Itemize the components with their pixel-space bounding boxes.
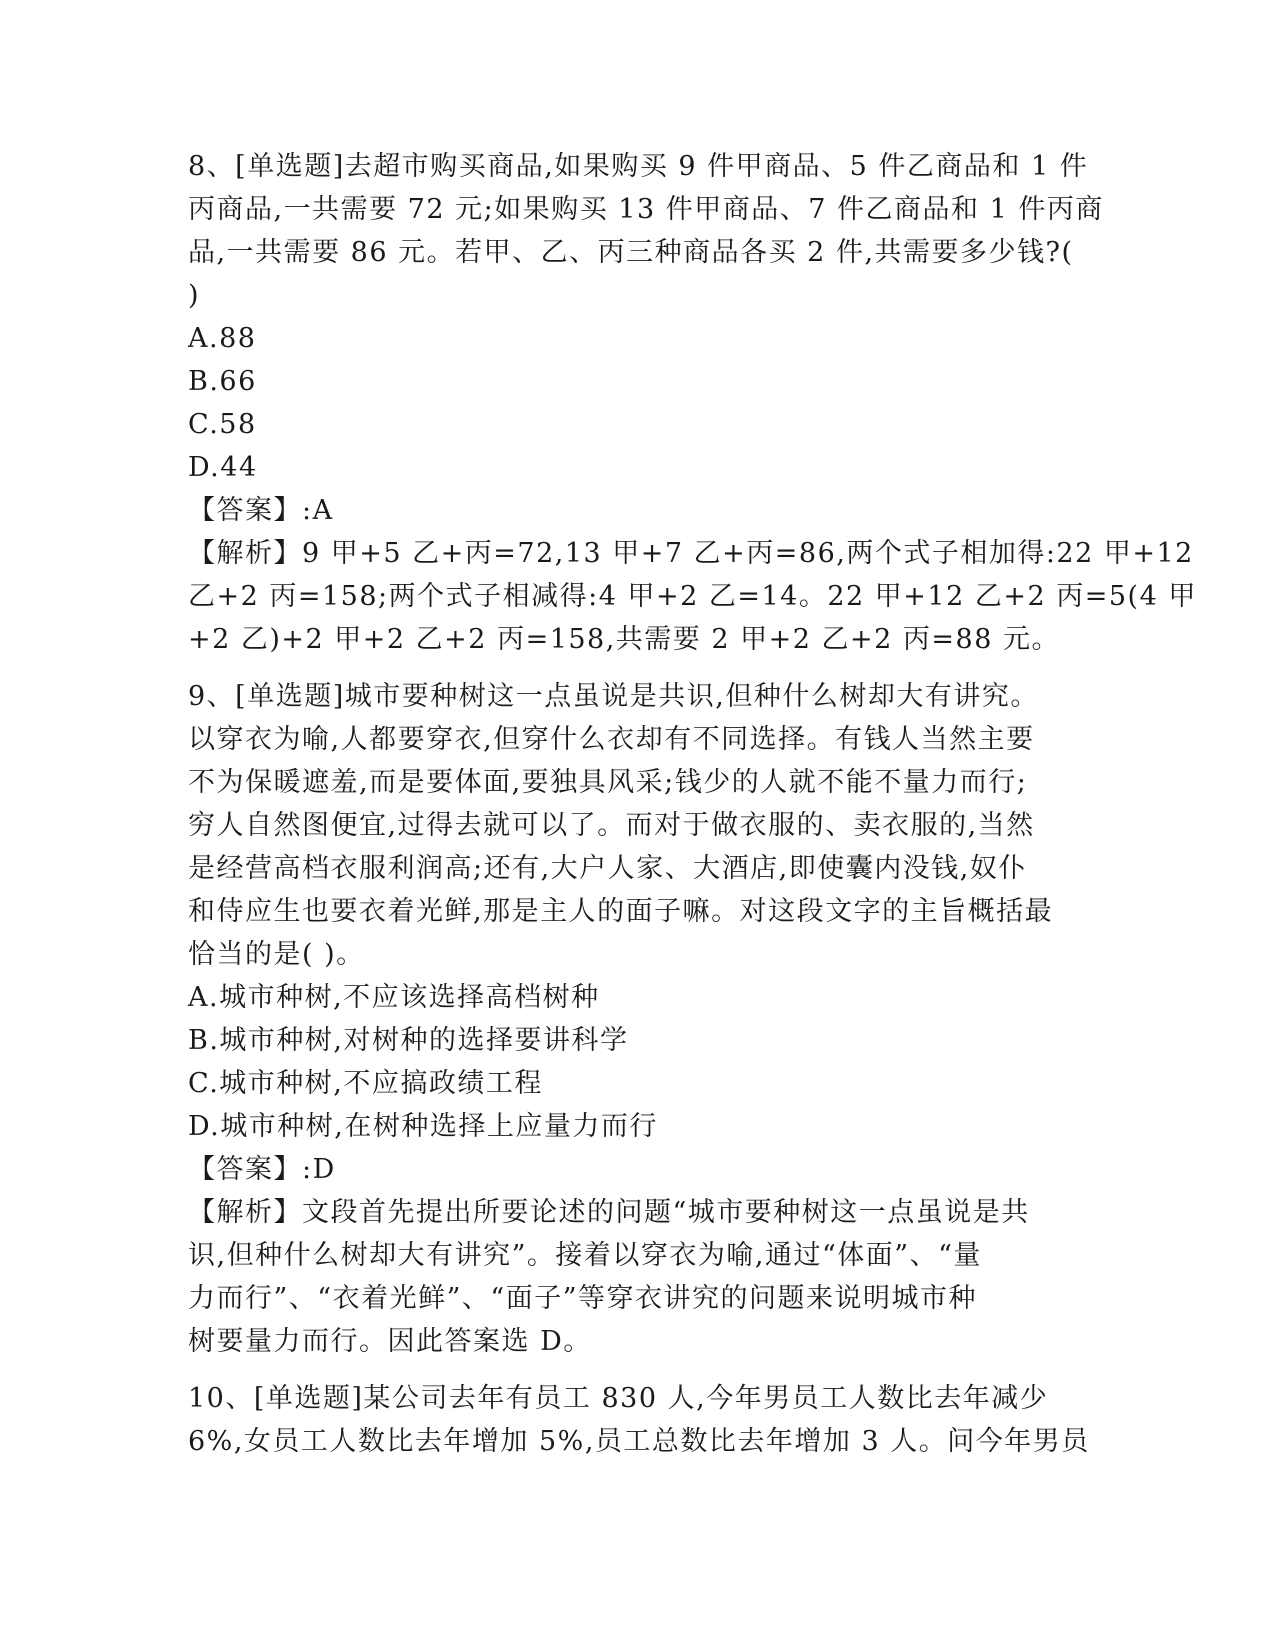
- question-stem-line: 是经营高档衣服利润高;还有,大户人家、大酒店,即使囊内没钱,奴仆: [188, 853, 1027, 884]
- question-stem-line: 以穿衣为喻,人都要穿衣,但穿什么衣却有不同选择。有钱人当然主要: [188, 724, 1035, 755]
- analysis-line: 【解析】文段首先提出所要论述的问题“城市要种树这一点虽说是共: [188, 1197, 1030, 1228]
- option-b: B.66: [188, 366, 257, 397]
- answer-line: 【答案】:D: [188, 1154, 336, 1185]
- question-8: [188, 145, 1197, 661]
- option-a: A.城市种树,不应该选择高档树种: [188, 982, 600, 1013]
- question-stem-line: 8、[单选题]去超市购买商品,如果购买 9 件甲商品、5 件乙商品和 1 件: [188, 151, 1089, 182]
- question-stem-line: ): [188, 280, 201, 311]
- question-stem-line: 和侍应生也要衣着光鲜,那是主人的面子嘛。对这段文字的主旨概括最: [188, 896, 1054, 927]
- analysis-line: 树要量力而行。因此答案选 D。: [188, 1326, 592, 1357]
- analysis-line: 【解析】9 甲+5 乙+丙=72,13 甲+7 乙+丙=86,两个式子相加得:22 甲+12: [188, 538, 1194, 569]
- answer-line: 【答案】:A: [188, 495, 334, 526]
- option-c: C.58: [188, 409, 257, 440]
- question-10: [188, 1377, 1088, 1463]
- question-stem-line: 品,一共需要 86 元。若甲、乙、丙三种商品各买 2 件,共需要多少钱?(: [188, 237, 1074, 268]
- question-list: [188, 145, 1197, 1463]
- question-spacer: [188, 1363, 1088, 1377]
- question-stem-line: 10、[单选题]某公司去年有员工 830 人,今年男员工人数比去年减少: [188, 1383, 1049, 1414]
- option-d: D.44: [188, 452, 258, 483]
- option-b: B.城市种树,对树种的选择要讲科学: [188, 1025, 629, 1056]
- question-stem-line: 丙商品,一共需要 72 元;如果购买 13 件甲商品、7 件乙商品和 1 件丙商: [188, 194, 1104, 225]
- analysis-line: 乙+2 丙=158;两个式子相减得:4 甲+2 乙=14。22 甲+12 乙+2 丙=5(4 甲: [188, 581, 1197, 612]
- question-stem-line: 不为保暖遮羞,而是要体面,要独具风采;钱少的人就不能不量力而行;: [188, 767, 1028, 798]
- option-c: C.城市种树,不应搞政绩工程: [188, 1068, 543, 1099]
- question-spacer: [188, 661, 1088, 675]
- option-d: D.城市种树,在树种选择上应量力而行: [188, 1111, 658, 1142]
- question-9: [188, 675, 1088, 1363]
- option-a: A.88: [188, 323, 257, 354]
- analysis-line: +2 乙)+2 甲+2 乙+2 丙=158,共需要 2 甲+2 乙+2 丙=88 元。: [188, 624, 1060, 655]
- question-stem-line: 6%,女员工人数比去年增加 5%,员工总数比去年增加 3 人。问今年男员: [188, 1426, 1090, 1457]
- analysis-line: 力而行”、“衣着光鲜”、“面子”等穿衣讲究的问题来说明城市种: [188, 1283, 978, 1314]
- question-stem-line: 9、[单选题]城市要种树这一点虽说是共识,但种什么树却大有讲究。: [188, 681, 1039, 712]
- analysis-line: 识,但种什么树却大有讲究”。接着以穿衣为喻,通过“体面”、“量: [188, 1240, 982, 1271]
- question-stem-line: 恰当的是( )。: [188, 939, 365, 970]
- question-stem-line: 穷人自然图便宜,过得去就可以了。而对于做衣服的、卖衣服的,当然: [188, 810, 1035, 841]
